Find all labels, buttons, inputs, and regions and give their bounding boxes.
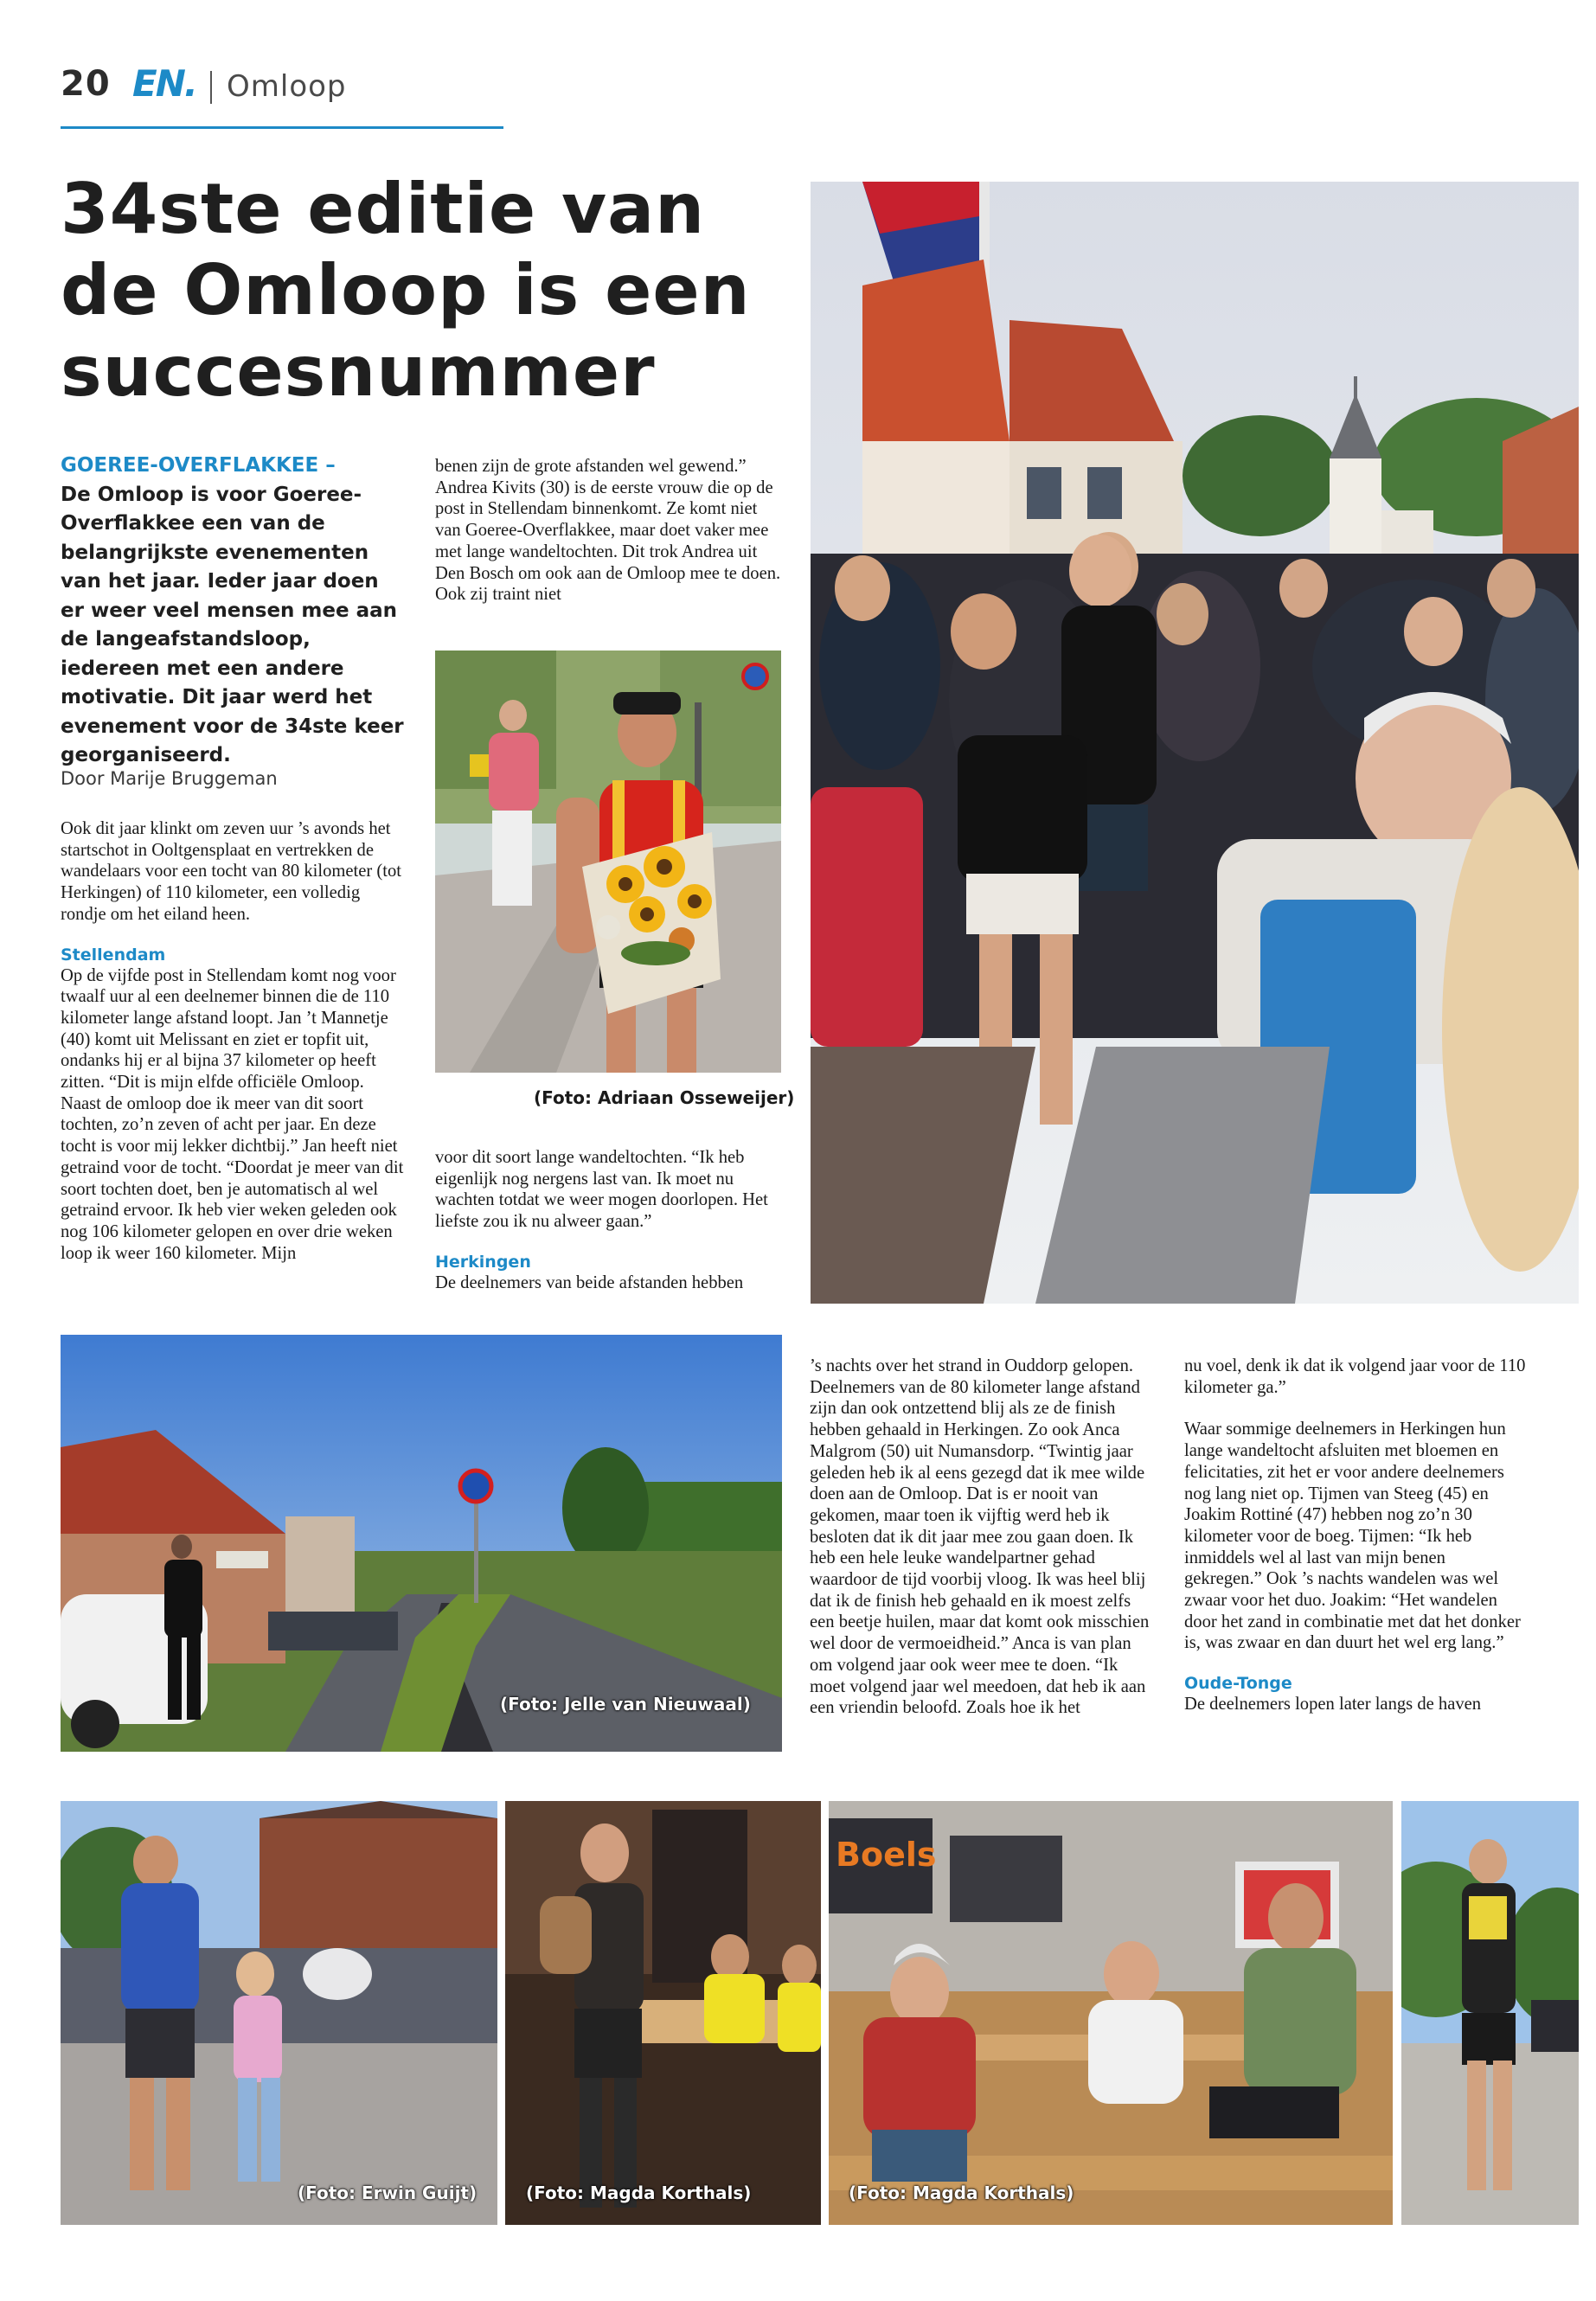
photo-father-daughter bbox=[61, 1801, 497, 2225]
header-divider bbox=[210, 71, 212, 104]
intro-text: De Omloop is voor Goeree-Overflakkee een van de belangrijkste evenementen van het jaar. Ieder jaar doen er weer veel mensen mee aan de langeafstandsloop, iedereen met een andere motivatie. Dit jaar werd het evenement voor de 34ste keer georganiseerd. bbox=[61, 483, 404, 766]
caption-walkers: (Foto: Erwin Guijt) bbox=[298, 2182, 478, 2203]
paragraph: Waar sommige deelnemers in Herkingen hun lange wandeltocht afsluiten met bloemen en felicitaties, zit het er voor andere deelnemers nog lang niet op. Tijmen van Steeg (45) en Joakim Rottiné (47) hebben nog zo’n 30 kilometer voor de boeg. Tijmen: “Ik heb inmiddels wel al last van mijn benen gekregen.” Ook ’s nachts wandelen was wel zwaar voor het duo. Joakim: “Het wandelen door het zand in combinatie met dat het donker is, was zwaar en dan duurt het wel erg lang.” bbox=[1184, 1420, 1521, 1653]
subheading-stellendam: Stellendam bbox=[61, 945, 166, 965]
text-column-3 bbox=[810, 1356, 1151, 1719]
byline: Door Marije Bruggeman bbox=[61, 768, 278, 789]
caption-night: (Foto: Magda Korthals) bbox=[526, 2182, 752, 2203]
header-rule bbox=[61, 126, 503, 129]
article-headline: 34ste editie van de Omloop is een succesnummer bbox=[61, 169, 751, 412]
paragraph: benen zijn de grote afstanden wel gewend.” Andrea Kivits (30) is de eerste vrouw die op de post in Stellendam binnenkomt. Ze komt niet van Goeree-Overflakkee, maar doet vaker mee met lange wandeltochten. Dit trok Andrea uit Den Bosch om ook aan de Omloop mee te doen. Ook zij traint niet bbox=[435, 457, 781, 605]
banner-boels-text: Boels bbox=[836, 1836, 937, 1874]
intro-kicker: GOEREE-OVERFLAKKEE – bbox=[61, 454, 336, 477]
caption-runner: (Foto: Adriaan Osseweijer) bbox=[534, 1087, 795, 1108]
paragraph: Op de vijfde post in Stellendam komt nog voor twaalf uur al een deelnemer binnen die de 110 kilometer lange afstand loopt. Jan ’t Mannetje (40) komt uit Melissant en ziet er topfit uit, ondanks hij er al bijna 37 kilometer op heeft zitten. “Dit is mijn elfde officiële Omloop. Naast de omloop doe ik meer van dit soort tochten, zo’n zeven of acht per jaar. En deze tocht is voor mij lekker dichtbij.” Jan heeft niet getraind voor de tocht. “Doordat je meer van dit soort tochten doet, ben je automatisch al wel getraind ervoor. Ik heb vier weken geleden ook nog 106 kilometer gelopen en over drie weken loop ik weer 160 kilometer. Mijn bbox=[61, 965, 404, 1263]
photo-young-walker bbox=[1401, 1801, 1579, 2225]
paragraph: Ook dit jaar klinkt om zeven uur ’s avonds het startschot in Ooltgensplaat en vertrekken de wandelaars voor een tocht van 80 kilometer (tot Herkingen) of 110 kilometer, een volledig rondje om het eiland heen. bbox=[61, 819, 402, 924]
paragraph: nu voel, denk ik dat ik volgend jaar voor de 110 kilometer ga.” bbox=[1184, 1356, 1526, 1397]
photo-runner-with-flowers bbox=[435, 651, 781, 1073]
paragraph: voor dit soort lange wandeltochten. “Ik heb eigenlijk nog nergens last van. Ik moet nu wachten totdat we weer mogen doorlopen. Het liefste zou ik nu alweer gaan.” bbox=[435, 1148, 768, 1232]
subheading-herkingen: Herkingen bbox=[435, 1252, 531, 1272]
caption-hall: (Foto: Magda Korthals) bbox=[849, 2182, 1074, 2203]
text-column-2-top bbox=[435, 456, 781, 606]
publication-logo[interactable]: EN. bbox=[132, 62, 196, 105]
text-column-4 bbox=[1184, 1356, 1526, 1715]
text-column-1 bbox=[61, 818, 407, 1264]
photo-crowd-street bbox=[811, 182, 1579, 1304]
page-number: 20 bbox=[61, 64, 111, 104]
text-column-2-bottom bbox=[435, 1147, 781, 1294]
photo-street-building bbox=[61, 1335, 782, 1752]
photo-rest-hall bbox=[829, 1801, 1393, 2225]
photo-night-walker bbox=[505, 1801, 821, 2225]
section-title[interactable]: Omloop bbox=[227, 69, 347, 104]
caption-street: (Foto: Jelle van Nieuwaal) bbox=[500, 1694, 751, 1715]
paragraph: ’s nachts over het strand in Ouddorp gelopen. Deelnemers van de 80 kilometer lange afstand zijn dan ook ontzettend blij als ze de finish hebben gehaald in Herkingen. Zo ook Anca Malgrom (50) uit Numansdorp. “Twintig jaar geleden heb ik al eens gezegd dat ik mee wilde doen aan de Omloop. Dat is er nooit van gekomen, maar toen ik vijftig werd heb ik besloten dat ik dit jaar mee zou gaan doen. Ik heb een hele leuke wandelpartner gehad waardoor de tijd voorbij vloog. Ik was heel blij dat ik de finish heb gehaald en ik moest zelfs een beetje huilen, maar dat komt ook misschien wel door de vermoeidheid.” Anca is van plan om volgend jaar ook weer mee te doen. “Ik moet volgend jaar wel meedoen, dat heb ik aan een vriendin beloofd. Zoals hoe ik het bbox=[810, 1356, 1150, 1718]
paragraph: De deelnemers van beide afstanden hebben bbox=[435, 1272, 744, 1292]
article-intro bbox=[61, 452, 407, 771]
paragraph: De deelnemers lopen later langs de haven bbox=[1184, 1695, 1482, 1715]
subheading-oude-tonge: Oude-Tonge bbox=[1184, 1674, 1292, 1694]
